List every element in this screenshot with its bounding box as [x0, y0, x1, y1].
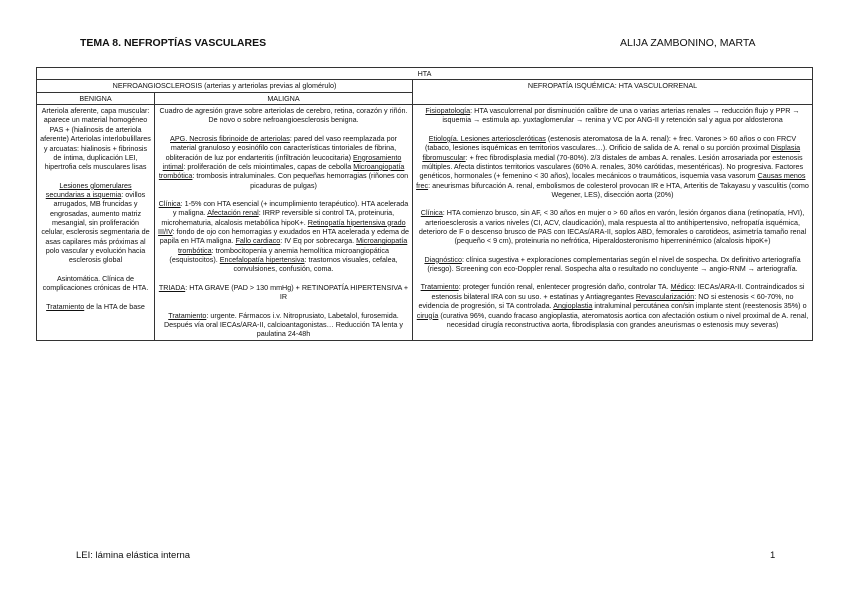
displasia-text: : + frec fibrodisplasia medial (70-80%). 2/3 distales de ambas A. renales. Lesión arrosariada por estenosis múltiples. Afecta distintos territorios vasculares (60% A. renales, 30% carótidas, mesentéricas). No progresiva. Factores genéticos, hormonales (+ femenino < 30 años), locales mecánicos o traumáticos, isquemia vasa vasorum [419, 152, 804, 181]
isq-clinica-text: : HTA comienzo brusco, sin AF, < 30 años en mujer o > 60 años en varón, lesión órganos diana (retinopatía, HVI), arterioesclerosis a varios niveles (CI, ACV, claudicación), mala respuesta al tto antihipertensivo, nefropatía isquémica, deterioro de F o descenso brusco de PAS con IECAs/ARA-II, soplos ABD, femorales o carotideos, asimetría tamaño renal (pequeño < 9 cm), proteinuria no nefrótica, Hiperaldosteronismo hiperreninémico (alcalosis hipoK+) [418, 208, 807, 246]
nefroangiosclerosis-header: NEFROANGIOSCLEROSIS (arterias y arteriolas previas al glomérulo) [37, 80, 413, 92]
encefalopatia-title: Encefalopatía hipertensiva [219, 255, 305, 265]
encefalopatia-text: : trastornos visuales, cefalea, convulsiones, confusión, coma. [233, 255, 398, 274]
etiologia-text: (estenosis ateromatosa de la A. renal): + frec. Varones > 60 años o con FRCV (tabaco, lesiones isquémicas en territorios vasculares…). Orificio de salida de A. renal o su porción proximal [424, 133, 797, 153]
benigna-tratamiento [40, 302, 151, 311]
fisiopatologia-text: : HTA vasculorrenal por disminución calibre de una o varias arterias renales → reducción flujo y PPR → isquemia → estimula ap. yuxtaglomerular → renina y VC por ANG-II y retención sal y agua por aldosterona [442, 106, 800, 125]
clinica-title: Clínica [158, 198, 181, 208]
maligna-cell [155, 105, 413, 341]
benigna-glomerular-lesions [40, 181, 151, 265]
glomerular-lesions-title: Lesiones glomerulares secundarias a isquemia [45, 180, 132, 199]
isq-clinica-title: Clínica [420, 208, 443, 218]
footer-note: LEI: lámina elástica interna [76, 550, 191, 561]
benigna-clinica: Asintomática. Clínica de complicaciones crónicas de HTA. [42, 273, 149, 293]
benigna-header: BENIGNA [37, 92, 155, 104]
fisiopatologia-title: Fisiopatología [425, 106, 471, 116]
fallo-cardiaco-title: Fallo cardiaco [235, 236, 281, 246]
medico-text: : IECAs/ARA-II. Contraindicados si estenosis bilateral IRA con su uso. + estatinas y Antiagregantes [431, 282, 805, 301]
benigna-tratamiento-title: Tratamiento [46, 301, 85, 311]
maligna-apg [158, 134, 409, 190]
apg-text: : pared del vaso reemplazada por material granuloso y eosinófilo con características tintoriales de fibrina, obliteración de luz por endarteritis (infiltración leucocitaria) [165, 133, 397, 162]
isquemica-diagnostico [416, 255, 809, 274]
benigna-cell [37, 105, 155, 341]
afectacion-renal-text: : IRRP reversible si control TA, proteinuria, microhematuria, alcalosis metabólica hipoK+. [161, 208, 395, 227]
diagnostico-title: Diagnóstico [424, 254, 462, 264]
displasia-title: Displasia fibromuscular [422, 143, 801, 162]
retinopatia-text: : fondo de ojo con hemorragias y exudados en HTA acelerada y edema de papila en HTA maligna. [159, 227, 409, 246]
nefropatia-isquemica-header: NEFROPATÍA ISQUÉMICA: HTA VASCULORRENAL [413, 80, 813, 105]
author-name: ALIJA ZAMBONINO, MARTA [620, 37, 756, 49]
triada-title: TRIADA [158, 282, 186, 292]
apg-title: APG. Necrosis fibrinoide de arteriolas [170, 133, 290, 143]
microangiopatia-text: : trombosis intraluminales. Con pequeñas hemorragias (riñones con picaduras de pulgas) [192, 171, 409, 190]
causas-title: Causas menos frec [416, 171, 806, 190]
retinopatia-title: Retinopatía hipertensiva grado III/IV [158, 217, 406, 237]
isquemica-clinica [416, 208, 809, 245]
page-number: 1 [770, 550, 776, 561]
table-title: HTA [37, 68, 813, 80]
hta-table [36, 67, 813, 341]
isq-tratamiento-text: : proteger función renal, enlentecer progresión daño, controlar TA. [458, 282, 669, 292]
isq-tratamiento-title: Tratamiento [420, 282, 459, 292]
document-title: TEMA 8. NEFROPTÍAS VASCULARES [80, 37, 267, 49]
engrosamiento-title: Engrosamiento intimal [162, 152, 402, 171]
revascularizacion-text: : NO si estenosis < 60-70%, no evidencia de progresión, si TA controlada. [418, 291, 794, 311]
fallo-cardiaco-text: : IV Eq por sobrecarga. [280, 236, 357, 246]
cirugia-title: cirugía [416, 310, 439, 320]
afectacion-renal-title: Afectación renal [207, 208, 259, 218]
mat-title: Microangiopatía trombótica [178, 236, 408, 255]
causas-text: : aneurismas bifurcación A. renal, embolismos de colesterol provocan IR e HTA, Arteritis de Takayasu y vasculitis (como Wegener, LES), disección aorta (20%) [428, 180, 809, 199]
angioplastia-title: Angioplastia [553, 301, 593, 311]
maligna-tratamiento-title: Tratamiento [168, 310, 207, 320]
isquemica-fisiopatologia [416, 106, 809, 125]
revascularizacion-title: Revascularización [635, 291, 695, 301]
benigna-tratamiento-text: de la HTA de base [84, 301, 145, 311]
isquemica-tratamiento [416, 282, 809, 329]
isquemica-etiologia [416, 134, 809, 200]
angioplastia-text: intraluminal percutánea con/sin implante stent (reestenosis 35%) o [592, 301, 807, 311]
engrosamiento-text: : proliferación de cels miointimales, capas de cebolla [183, 161, 352, 171]
maligna-definition: Cuadro de agresión grave sobre arteriolas de cerebro, retina, corazón y riñón. De novo o sobre nefroangioesclerosis benigna. [159, 106, 408, 125]
maligna-triada [158, 283, 409, 302]
clinica-text: : 1-5% con HTA esencial (+ incumplimiento terapéutico). HTA acelerada y maligna. [172, 198, 409, 218]
mat-text: : trombocitopenia y anemia hemolítica microangiopática (esquistocitos). [169, 245, 389, 265]
maligna-tratamiento [158, 311, 409, 339]
microangiopatia-title: Microangiopatía trombótica [158, 161, 405, 181]
diagnostico-text: : clínica sugestiva + exploraciones complementarias según el nivel de sospecha. Dx definitivo arteriografía (riesgo). Screening con eco-Doppler renal. Sospecha alta o resultado no concluyente → angio-RNM → arteriografía. [427, 254, 801, 274]
triada-text: : HTA GRAVE (PAD > 130 mmHg) + RETINOPATÍA HIPERTENSIVA + IR [185, 282, 409, 302]
isquemica-cell [413, 105, 813, 341]
benigna-histology: Arteriola aferente, capa muscular: aparece un material homogéneo PAS + (hialinosis de arteriola aferente) Arteriolas interlobulillares y arcuatas: hialinosis + fibrinosis de íntima, duplicación LEI, hipertrofia cels musculares lisas [40, 106, 151, 172]
maligna-tratamiento-text: : urgente. Fármacos i.v. Nitroprusiato, Labetalol, furosemida. Después vía oral IECAs/ARA-II, calcioantagonistas… Reducción TA lenta y paulatina 24-48h [163, 310, 404, 339]
etiologia-title: Etiología. Lesiones arterioscleróticas [428, 133, 546, 143]
maligna-clinica [158, 199, 409, 274]
cirugia-text: (curativa 96%, cuando fracaso angioplastia, ateromatosis aortica con afectación ostium o nivel proximal de A. renal, necesidad cirugía reconstructiva aorta, fibrodisplasia con grandes aneurismas o estenosis muy severas) [438, 310, 809, 329]
glomerular-lesions-text: : ovillos arrugados, MB fruncidas y engrosadas, aumento matriz mesangial, sin proliferación celular, esclerosis segmentaria de asas capilares más próximas al polo vascular y evolución hacia esclerosis global [41, 189, 150, 265]
medico-title: Médico [670, 282, 694, 292]
maligna-header: MALIGNA [155, 92, 413, 104]
